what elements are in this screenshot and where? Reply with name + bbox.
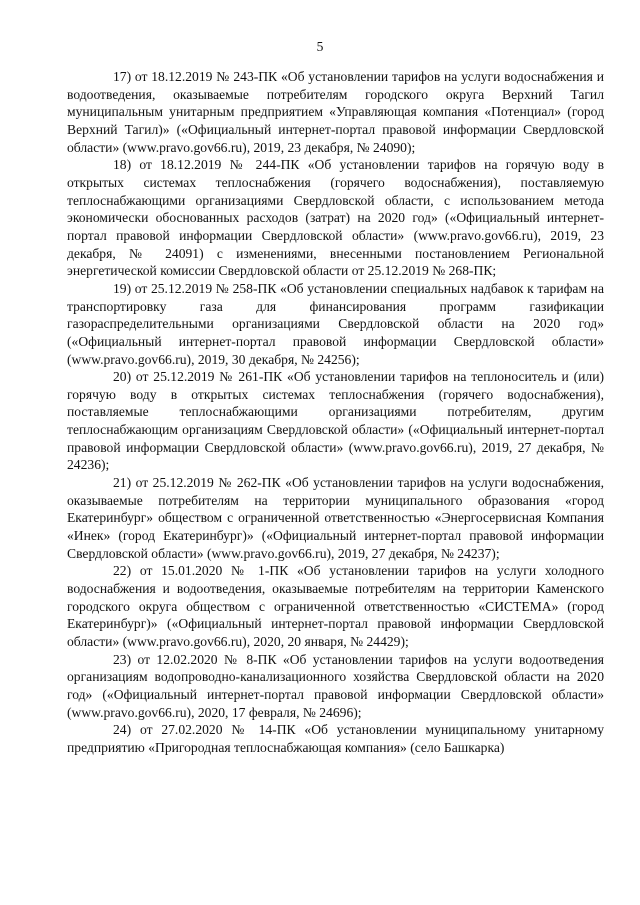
list-item: 17) от 18.12.2019 № 243-ПК «Об установлении тарифов на услуги водоснабжения и водоотведения, оказываемые потребителям городского округа Верхний Тагил муниципальным унитарным предприятием «Управляющая компания «Потенциал» (город Верхний Тагил)» («Официальный интернет-портал правовой информации Свердловской области» (www.pravo.gov66.ru), 2019, 23 декабря, № 24090); (67, 69, 604, 155)
list-item: 18) от 18.12.2019 № 244-ПК «Об установлении тарифов на горячую воду в открытых системах теплоснабжения (горячего водоснабжения), поставляемую теплоснабжающими организациями Свердловской области, с использованием метода экономически обоснованных расходов (затрат) на 2020 год» («Официальный интернет-портал правовой информации Свердловской области» (www.pravo.gov66.ru), 2019, 23 декабря, № 24091) с изменениями, внесенными постановлением Региональной энергетической комиссии Свердловской области от 25.12.2019 № 268-ПК; (67, 157, 604, 279)
document-body (67, 68, 604, 757)
list-item: 24) от 27.02.2020 № 14-ПК «Об установлении муниципальному унитарному предприятию «Пригородная теплоснабжающая компания» (село Башкарка) (67, 722, 604, 755)
list-item: 19) от 25.12.2019 № 258-ПК «Об установлении специальных надбавок к тарифам на транспортировку газа для финансирования программ газификации газораспределительными организациями Свердловской области на 2020 год» («Официальный интернет-портал правовой информации Свердловской области» (www.pravo.gov66.ru), 2019, 30 декабря, № 24256); (67, 280, 604, 367)
list-item: 21) от 25.12.2019 № 262-ПК «Об установлении тарифов на услуги водоснабжения, оказываемые потребителям на территории муниципального образования «город Екатеринбург» обществом с ограниченной ответственностью «Энергосервисная Компания «Инек» (город Екатеринбург)» («Официальный интернет-портал правовой информации Свердловской области» (www.pravo.gov66.ru), 2019, 27 декабря, № 24237); (67, 475, 604, 561)
list-item: 20) от 25.12.2019 № 261-ПК «Об установлении тарифов на теплоноситель и (или) горячую воду в открытых системах теплоснабжения (горячего водоснабжения), поставляемые теплоснабжающими организациями потребителям, другим теплоснабжающим организациям Свердловской области» («Официальный интернет-портал правовой информации Свердловской области» (www.pravo.gov66.ru), 2019, 27 декабря, № 24236); (67, 369, 604, 473)
list-item: 22) от 15.01.2020 № 1-ПК «Об установлении тарифов на услуги холодного водоснабжения и водоотведения, оказываемые потребителям на территории Каменского городского округа обществом с ограниченной ответственностью «СИСТЕМА» (город Екатеринбург)» («Официальный интернет-портал правовой информации Свердловской области» (www.pravo.gov66.ru), 2020, 20 января, № 24429); (67, 563, 604, 649)
list-item: 23) от 12.02.2020 № 8-ПК «Об установлении тарифов на услуги водоотведения организациям водопроводно-канализационного хозяйства Свердловской области на 2020 год» («Официальный интернет-портал правовой информации Свердловской области» (www.pravo.gov66.ru), 2020, 17 февраля, № 24696); (67, 651, 604, 720)
page-number: 5 (316, 39, 324, 54)
